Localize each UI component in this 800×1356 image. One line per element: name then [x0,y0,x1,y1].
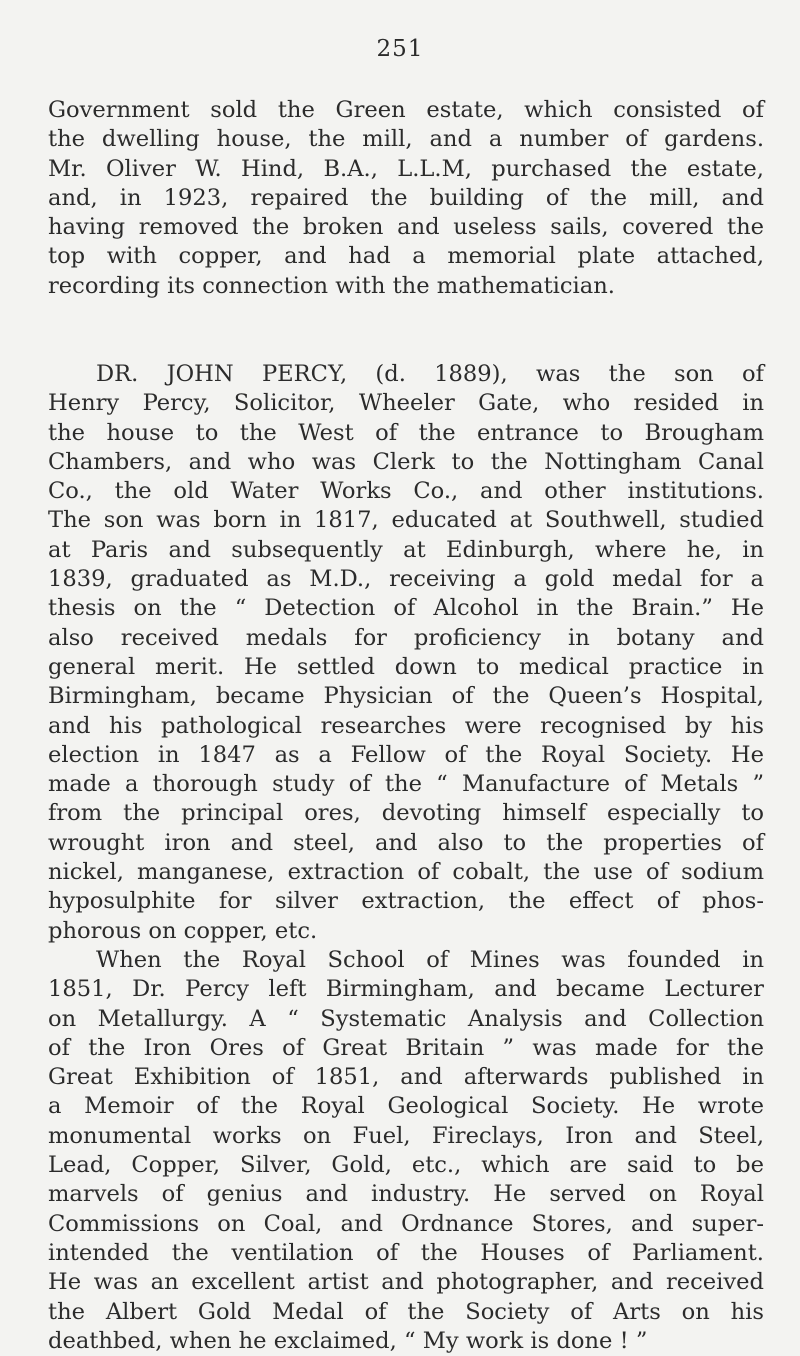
text-line: marvels of genius and industry. He served on Royal [48,1181,764,1208]
text-line: having removed the broken and useless sails, covered the [48,214,764,241]
text-line: election in 1847 as a Fellow of the Royal Society. He [48,741,764,768]
text-line: top with copper, and had a memorial plate attached, [48,243,764,270]
text-line: wrought iron and steel, and also to the properties of [48,829,764,856]
text-line: Birmingham, became Physician of the Queen’s Hospital, [48,683,764,710]
text-line: recording its connection with the mathematician. [48,272,615,299]
text-line: When the Royal School of Mines was founded in [96,946,764,973]
text-line: Mr. Oliver W. Hind, B.A., L.L.M, purchased the estate, [48,155,764,182]
text-line: at Paris and subsequently at Edinburgh, where he, in [48,536,764,563]
text-line: on Metallurgy. A “ Systematic Analysis and Collection [48,1005,764,1032]
text-line: and, in 1923, repaired the building of the mill, and [48,184,764,211]
text-line: phorous on copper, etc. [48,917,318,944]
text-line: Government sold the Green estate, which consisted of [48,97,764,123]
text-line: of the Iron Ores of Great Britain ” was made for the [48,1034,764,1061]
text-line: deathbed, when he exclaimed, “ My work is done ! ” [48,1327,648,1354]
text-line: intended the ventilation of the Houses of Parliament. [48,1239,764,1266]
text-line: made a thorough study of the “ Manufacture of Metals ” [48,771,764,798]
text-line: Henry Percy, Solicitor, Wheeler Gate, who resided in [48,390,764,417]
text-line: Commissions on Coal, and Ordnance Stores, and super- [48,1210,764,1237]
text-line: a Memoir of the Royal Geological Society. He wrote [48,1093,764,1120]
text-line: the Albert Gold Medal of the Society of Arts on his [48,1298,764,1325]
text-line: DR. JOHN PERCY, (d. 1889), was the son of [96,361,764,387]
page-number: 251 [376,36,424,62]
text-line: also received medals for proficiency in botany and [48,624,764,651]
text-line: general merit. He settled down to medical practice in [48,653,764,680]
text-line: the dwelling house, the mill, and a number of gardens. [48,126,764,153]
text-line: He was an excellent artist and photographer, and received [48,1269,764,1296]
text-line: Chambers, and who was Clerk to the Nottingham Canal [48,448,764,475]
text-line: nickel, manganese, extraction of cobalt, the use of sodium [48,859,764,886]
text-line: and his pathological researches were recognised by his [48,712,764,739]
text-line: Co., the old Water Works Co., and other institutions. [48,478,764,505]
text-line: the house to the West of the entrance to Brougham [48,419,764,446]
text-line: monumental works on Fuel, Fireclays, Iron and Steel, [48,1122,764,1149]
text-line: 1851, Dr. Percy left Birmingham, and became Lecturer [48,976,764,1003]
text-line: from the principal ores, devoting himself especially to [48,800,764,827]
text-line: thesis on the “ Detection of Alcohol in the Brain.” He [48,595,764,622]
text-line: The son was born in 1817, educated at Southwell, studied [48,507,764,534]
text-line: Great Exhibition of 1851, and afterwards published in [48,1064,764,1091]
paragraph-green-estate [48,96,764,301]
text-line: hyposulphite for silver extraction, the effect of phos- [48,888,764,915]
text-line: Lead, Copper, Silver, Gold, etc., which are said to be [48,1152,764,1179]
paragraph-john-percy [48,360,764,1356]
text-line: 1839, graduated as M.D., receiving a gold medal for a [48,566,764,593]
